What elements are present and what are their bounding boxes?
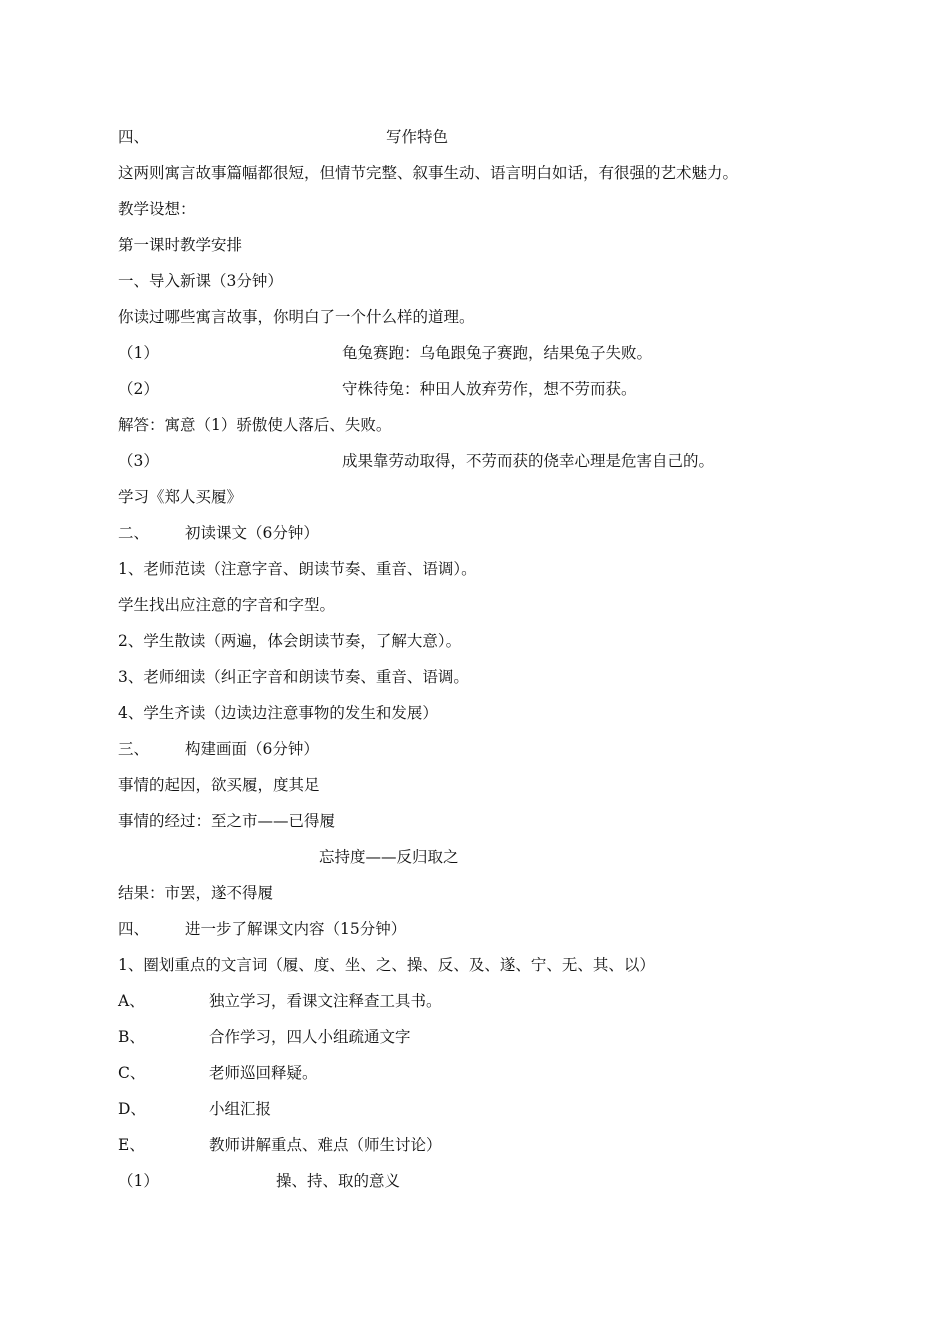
item-number: （1）: [118, 344, 159, 362]
item-letter: A、: [118, 992, 145, 1010]
item-text: 龟兔赛跑：乌龟跟兔子赛跑，结果兔子失败。: [342, 344, 653, 362]
paragraph-line: 1、老师范读（注意字音、朗读节奏、重音、语调）。: [118, 560, 477, 578]
paragraph-line: 这两则寓言故事篇幅都很短，但情节完整、叙事生动、语言明白如话，有很强的艺术魅力。: [118, 164, 739, 182]
item-number: （1）: [118, 1172, 159, 1190]
heading-text: 初读课文（6分钟）: [185, 524, 319, 542]
paragraph-line: 你读过哪些寓言故事，你明白了一个什么样的道理。: [118, 308, 475, 326]
item-letter: B、: [118, 1028, 145, 1046]
paragraph-line: 解答：寓意（1）骄傲使人落后、失败。: [118, 416, 392, 434]
paragraph-line: 2、学生散读（两遍，体会朗读节奏，了解大意）。: [118, 632, 462, 650]
item-number: （2）: [118, 380, 159, 398]
item-letter: E、: [118, 1136, 145, 1154]
heading-text: 进一步了解课文内容（15分钟）: [185, 920, 407, 938]
heading-number: 二、: [118, 524, 150, 542]
paragraph-line: 第一课时教学安排: [118, 236, 243, 254]
paragraph-line: 学习《郑人买履》: [118, 488, 243, 506]
paragraph-line: 事情的经过：至之市——已得履: [118, 812, 336, 830]
paragraph-line: 教学设想：: [118, 200, 196, 218]
heading-number: 四、: [118, 920, 150, 938]
item-text: 成果靠劳动取得，不劳而获的侥幸心理是危害自己的。: [342, 452, 715, 470]
item-letter: C、: [118, 1064, 146, 1082]
item-text: 老师巡回释疑。: [209, 1064, 318, 1082]
paragraph-line: 结果：市罢，遂不得履: [118, 884, 274, 902]
paragraph-line: 一、导入新课（3分钟）: [118, 272, 283, 290]
item-text: 独立学习，看课文注释查工具书。: [209, 992, 442, 1010]
item-text: 操、持、取的意义: [276, 1172, 401, 1190]
paragraph-line: 4、学生齐读（边读边注意事物的发生和发展）: [118, 704, 438, 722]
paragraph-line: 事情的起因，欲买履，度其足: [118, 776, 320, 794]
heading-number: 四、: [118, 128, 150, 146]
paragraph-line: 学生找出应注意的字音和字型。: [118, 596, 336, 614]
item-letter: D、: [118, 1100, 146, 1118]
heading-text: 写作特色: [386, 128, 449, 146]
item-number: （3）: [118, 452, 159, 470]
item-text: 合作学习，四人小组疏通文字: [209, 1028, 411, 1046]
paragraph-line: 1、圈划重点的文言词（履、度、坐、之、操、反、及、遂、宁、无、其、以）: [118, 956, 655, 974]
paragraph-line: 3、老师细读（纠正字音和朗读节奏、重音、语调。: [118, 668, 469, 686]
heading-number: 三、: [118, 740, 150, 758]
item-text: 小组汇报: [209, 1100, 272, 1118]
item-text: 教师讲解重点、难点（师生讨论）: [209, 1136, 442, 1154]
item-text: 守株待兔：种田人放弃劳作，想不劳而获。: [342, 380, 637, 398]
paragraph-line-indented: 忘持度——反归取之: [319, 848, 459, 866]
heading-text: 构建画面（6分钟）: [185, 740, 319, 758]
